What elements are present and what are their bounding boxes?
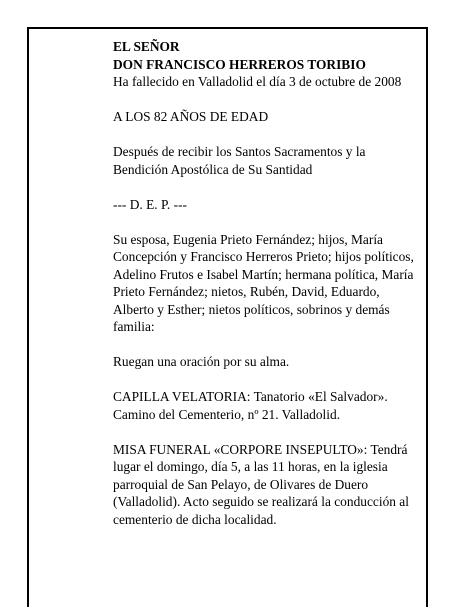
mass-line-4: (Valladolid). Acto seguido se realizará la conducción al — [113, 494, 409, 509]
mass-line-3: parroquial de San Pelayo, de Olivares de Duero — [113, 476, 369, 492]
family-line-5: Alberto y Esther; nietos políticos, sobrinos y demás — [113, 301, 390, 317]
title-line-1: EL SEÑOR — [113, 39, 180, 54]
family-line-4: Prieto Fernández; nietos, Rubén, David, Eduardo, — [113, 284, 380, 299]
family-line-3: Adelino Frutos e Isabel Martín; hermana política, María — [113, 266, 414, 282]
prayer-line: Ruegan una oración por su alma. — [113, 354, 290, 369]
mass-line-2: lugar el domingo, día 5, a las 11 horas, en la iglesia — [113, 459, 388, 474]
family-line-6: familia: — [113, 319, 155, 334]
obituary-text — [113, 38, 425, 528]
chapel-line-1: CAPILLA VELATORIA: Tanatorio «El Salvador». — [113, 389, 388, 404]
deceased-name: DON FRANCISCO HERREROS TORIBIO — [113, 56, 366, 72]
sacraments-line-2: Bendición Apostólica de Su Santidad — [113, 161, 313, 177]
sacraments-line-1: Después de recibir los Santos Sacramentos y la — [113, 144, 366, 159]
chapel-line-2: Camino del Cementerio, nº 21. Valladolid. — [113, 406, 341, 422]
dep-line: --- D. E. P. --- — [113, 196, 188, 212]
family-line-1: Su esposa, Eugenia Prieto Fernández; hijos, María — [113, 231, 383, 247]
family-line-2: Concepción y Francisco Herreros Prieto; hijos políticos, — [113, 249, 414, 264]
death-notice: Ha fallecido en Valladolid el día 3 de octubre de 2008 — [113, 74, 402, 89]
age-line: A LOS 82 AÑOS DE EDAD — [113, 109, 269, 124]
mass-line-5: cementerio de dicha localidad. — [113, 511, 277, 527]
mass-line-1: MISA FUNERAL «CORPORE INSEPULTO»: Tendrá — [113, 441, 408, 457]
